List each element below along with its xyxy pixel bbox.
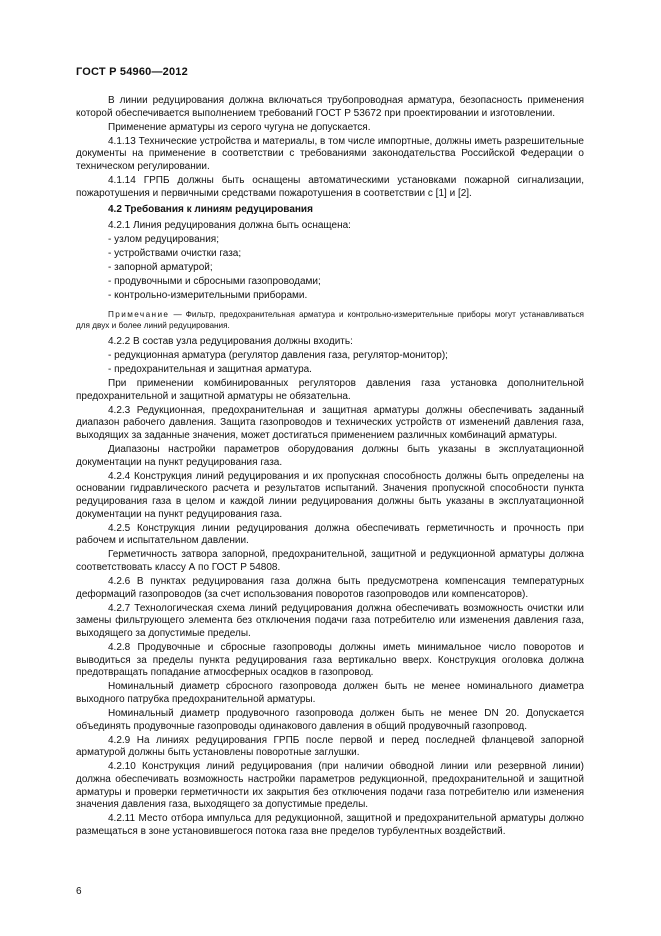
note-text: — Фильтр, предохранительная арматура и контрольно-измерительные приборы могут устанавливаться для двух и более линий редуцирования. — [76, 309, 584, 330]
paragraph-4-2-3: 4.2.3 Редукционная, предохранительная и защитная арматуры должны обеспечивать заданный диапазон рабочего давления. Защита газопроводов и технических устройств от изменений давления газа, выходящих за заданные значения, может достигаться применением различных комбинаций арматуры. — [76, 404, 584, 442]
paragraph-4-2-1: 4.2.1 Линия редуцирования должна быть оснащена: — [108, 219, 351, 231]
document-body — [76, 95, 584, 840]
paragraph-4-1-13: 4.1.13 Технические устройства и материалы, в том числе импортные, должны иметь разрешительные документы на применение в соответствии с требованиями законодательства Российской Федерации о техническом регулировании. — [76, 135, 584, 172]
paragraph-4-2-9: 4.2.9 На линиях редуцирования ГРПБ после первой и перед последней фланцевой запорной арматурой должны быть установлены поворотные заглушки. — [76, 734, 584, 759]
note — [76, 309, 584, 331]
list-item: - редукционная арматура (регулятор давления газа, регулятор-монитор); — [108, 350, 448, 361]
paragraph-4-2-8: 4.2.8 Продувочные и сбросные газопроводы должны иметь минимальное число поворотов и выводиться за пределы пункта редуцирования газа вертикально вверх. Конструкция оголовка должна предотвращать попадание атмосферных осадков в газопровод. — [76, 642, 584, 679]
paragraph: Диапазоны настройки параметров оборудования должны быть указаны в эксплуатационной документации на пункт редуцирования газа. — [76, 444, 584, 468]
paragraph-4-2-10: 4.2.10 Конструкция линий редуцирования (при наличии обводной линии или резервной линии) должна обеспечивать возможность настройки параметров редукционной, предохранительной и защитной арматуры и проверки герметичности их закрытия без отключения подачи газа потребителю или изменения значения давления газа, выходящего за допустимые пределы. — [76, 761, 584, 811]
paragraph-4-2-7: 4.2.7 Технологическая схема линий редуцирования должна обеспечивать возможность очистки или замены фильтрующего элемента без отключения подачи газа потребителю или изменения давления газа, выходящего за допустимые пределы. — [76, 602, 584, 639]
paragraph-4-2-5: 4.2.5 Конструкция линии редуцирования должна обеспечивать герметичность и прочность при рабочем и испытательном давлении. — [76, 522, 584, 547]
paragraph-4-2-6: 4.2.6 В пунктах редуцирования газа должна быть предусмотрена компенсация температурных деформаций газопроводов (за счет использования поворотов газопроводов или компенсаторов). — [76, 576, 584, 600]
paragraph: Номинальный диаметр сбросного газопровода должен быть не менее номинального диаметра выходного патрубка предохранительной арматуры. — [76, 681, 584, 705]
list-item: - устройствами очистки газа; — [108, 248, 242, 260]
paragraph: Применение арматуры из серого чугуна не допускается. — [108, 121, 371, 133]
list-item: - запорной арматурой; — [108, 262, 213, 274]
page-number: 6 — [76, 886, 82, 897]
paragraph: При применении комбинированных регуляторов давления газа установка дополнительной предохранительной и защитной арматуры не обязательна. — [76, 378, 584, 402]
list-item: - предохранительная и защитная арматура. — [108, 364, 312, 376]
standard-header: ГОСТ Р 54960—2012 — [76, 66, 188, 78]
paragraph-4-2-4: 4.2.4 Конструкция линий редуцирования и их пропускная способность должны быть определены на основании гидравлического расчета и результатов испытаний. Значения пропускной способности пункта редуцирования газа в целом и каждой линии редуцирования должны быть указаны в эксплуатационной документации на пункт редуцирования газа. — [76, 470, 584, 520]
paragraph: Герметичность затвора запорной, предохранительной, защитной и редукционной арматуры должна соответствовать классу А по ГОСТ Р 54808. — [76, 549, 584, 573]
paragraph-4-2-11: 4.2.11 Место отбора импульса для редукционной, защитной и предохранительной арматуры должно размещаться в зоне установившегося потока газа вне пределов турбулентных воздействий. — [76, 813, 584, 837]
note-label: Примечание — [108, 309, 170, 319]
list-item: - узлом редуцирования; — [108, 233, 219, 245]
section-heading-4-2: 4.2 Требования к линиям редуцирования — [108, 204, 313, 216]
paragraph-4-2-2: 4.2.2 В состав узла редуцирования должны входить: — [108, 335, 353, 347]
paragraph: В линии редуцирования должна включаться трубопроводная арматура, безопасность применения которой обеспечивается выполнением требований ГОСТ Р 53672 при проектировании и изготовлении. — [76, 95, 584, 119]
paragraph: Номинальный диаметр продувочного газопровода должен быть не менее DN 20. Допускается объединять продувочные газопроводы одинакового давления в общий продувочный газопровод. — [76, 708, 584, 732]
list-item: - контрольно-измерительными приборами. — [108, 290, 308, 302]
list-item: - продувочными и сбросными газопроводами; — [108, 276, 321, 288]
paragraph-4-1-14: 4.1.14 ГРПБ должны быть оснащены автоматическими установками пожарной сигнализации, пожаротушения и первичными средствами пожаротушения в соответствии с [1] и [2]. — [76, 175, 584, 199]
